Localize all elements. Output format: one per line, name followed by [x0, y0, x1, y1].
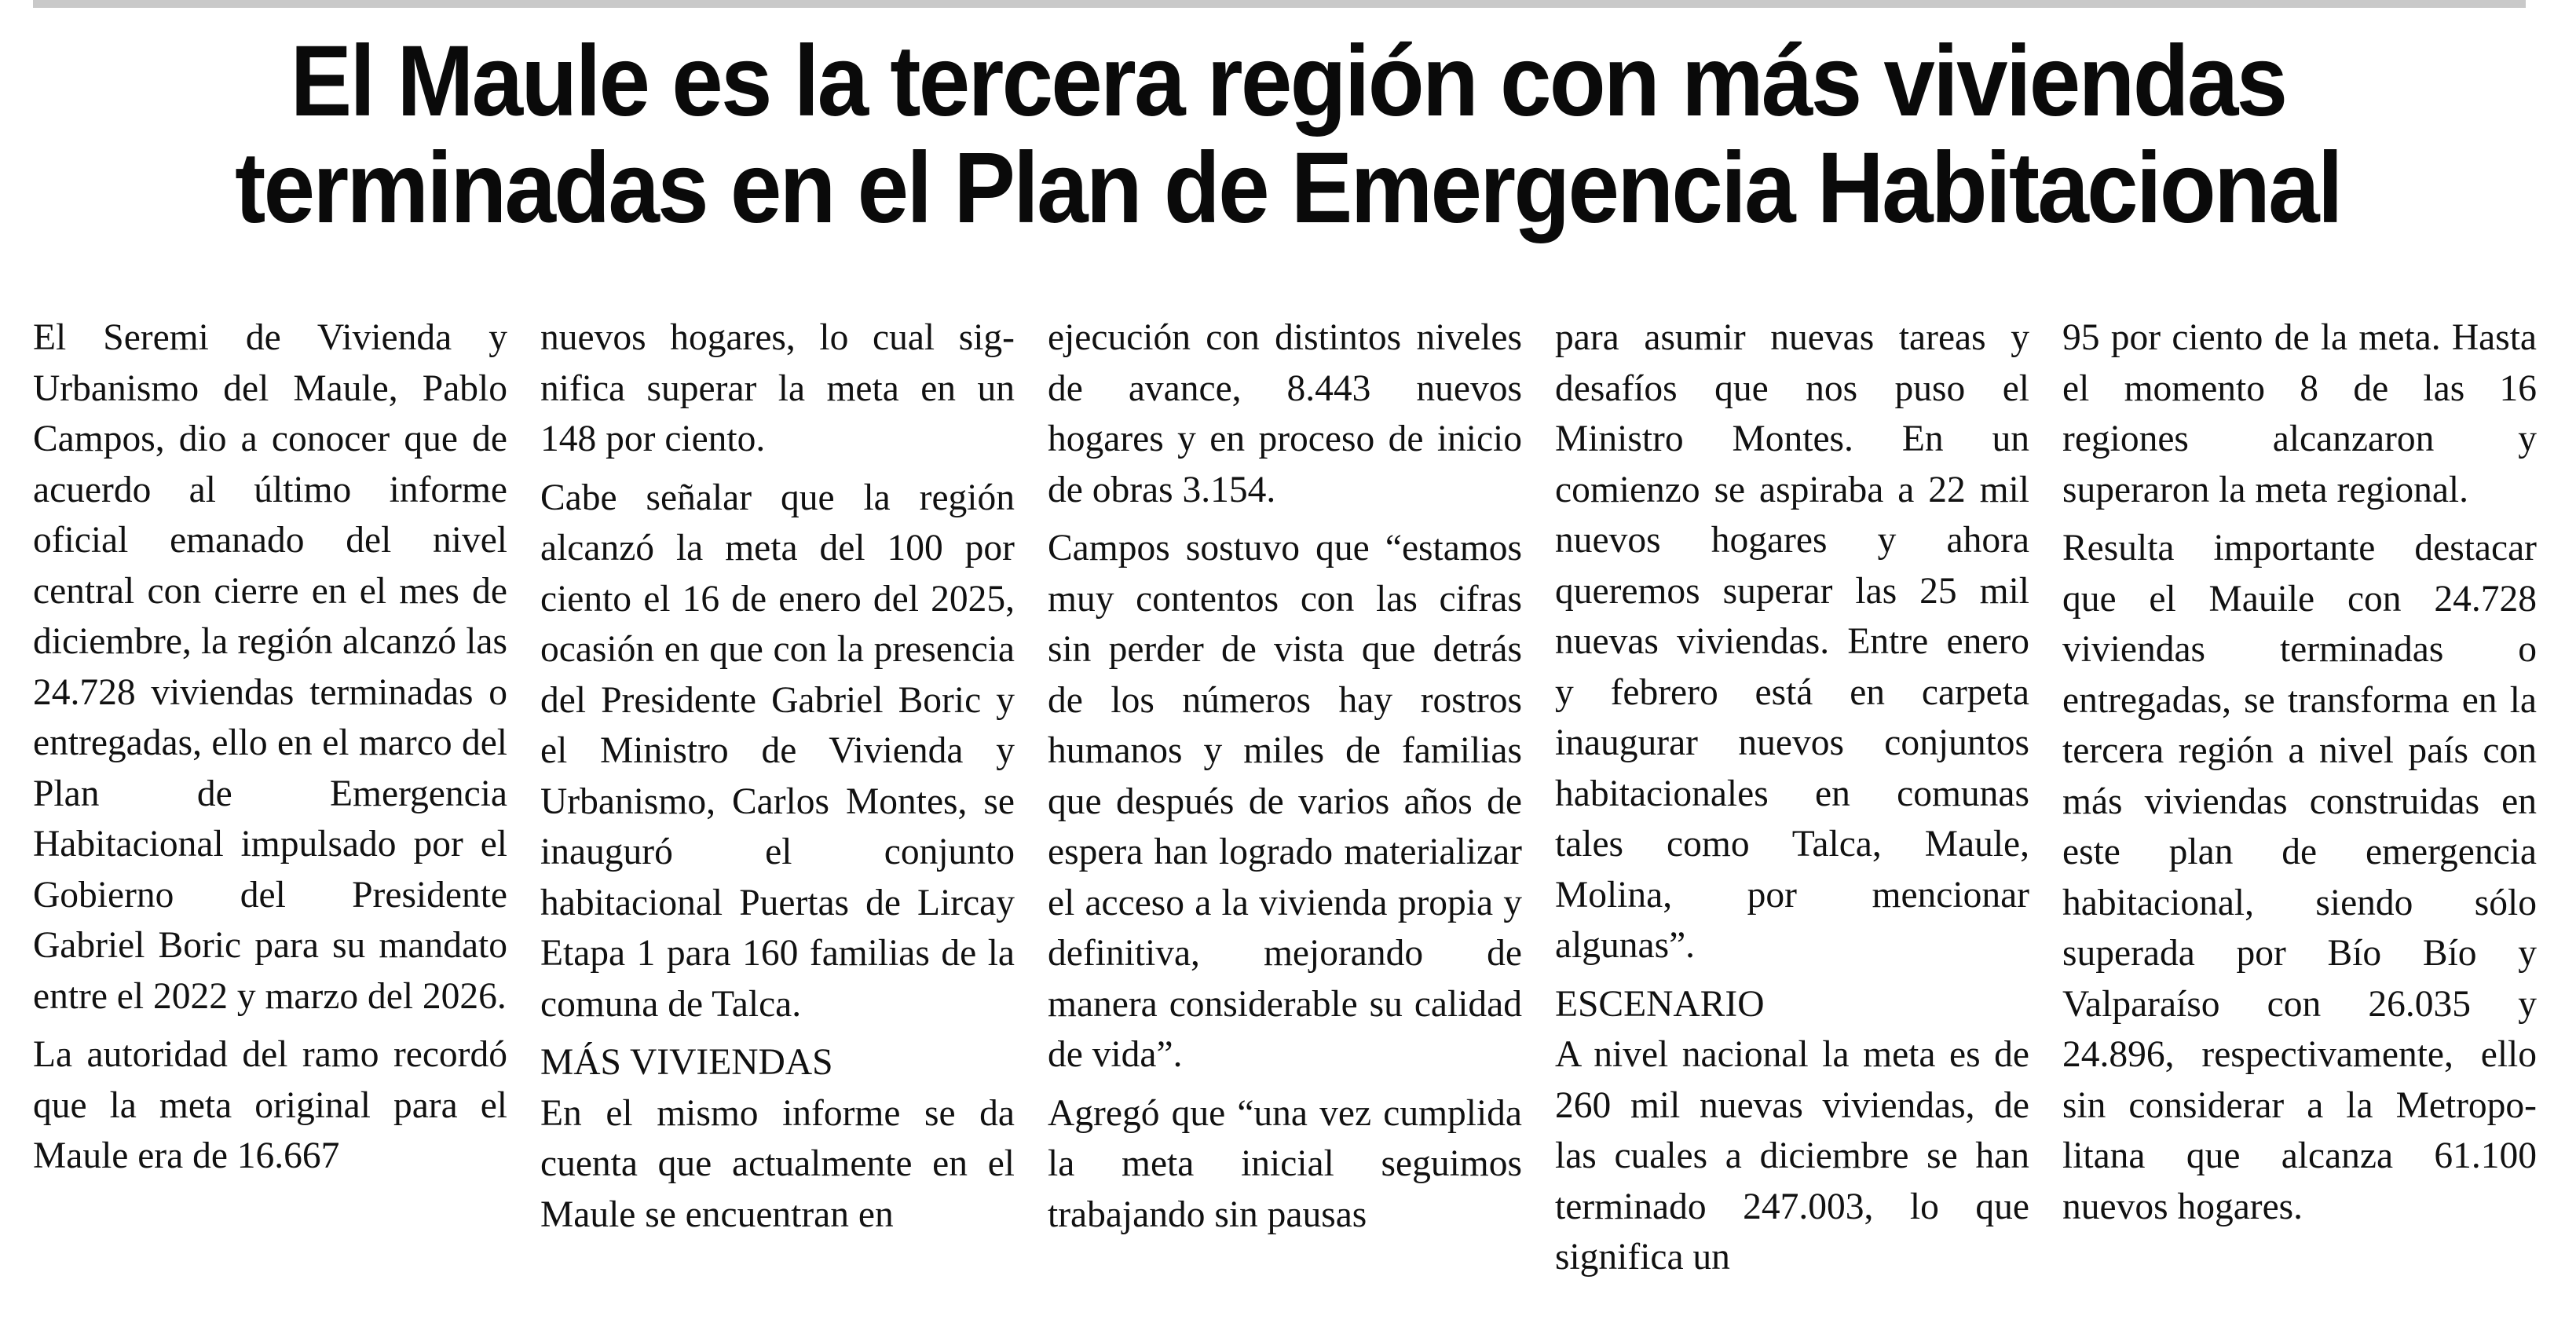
column-1 — [33, 313, 507, 1190]
paragraph: Campos sostuvo que “estamos muy contentos con las cifras sin perder de vista que detrás de los números hay rostros humanos y miles de familias que después de varios años de espera han logrado materializar el acceso a la vivienda propia y definitiva, mejorando de manera considerable su calidad de vida”. — [1048, 528, 1522, 1075]
paragraph: Agregó que “una vez cumplida la meta inicial seguimos trabajando sin pausas — [1048, 1092, 1522, 1235]
column-4 — [1555, 313, 2029, 1291]
paragraph: La autoridad del ramo recordó que la meta original para el Maule era de 16.667 — [33, 1034, 507, 1176]
headline-line-1: El Maule es la tercera región con más viviendas — [290, 25, 2286, 137]
headline-line-2: terminadas en el Plan de Emergencia Habitacional — [235, 132, 2341, 244]
paragraph: para asumir nuevas tareas y desafíos que nos puso el Ministro Montes. En un comienzo se aspiraba a 22 mil nuevos hogares y ahora queremos superar las 25 mil nuevas viviendas. Entre enero y febrero está en carpeta inaugurar nuevos conjuntos habitacionales en comunas tales como Talca, Maule, Molina, por mencionar algunas”. — [1555, 317, 2029, 966]
paragraph: nuevos hogares, lo cual significa superar la meta en un 148 por ciento. — [540, 317, 1015, 459]
paragraph: Resulta importante destacar que el Mauile con 24.728 viviendas terminadas o entregadas, se transforma en la tercera región a nivel país con más viviendas construidas en este plan de emergencia habitacional, siendo sólo superada por Bío Bío y Valparaíso con 26.035 y 24.896, respectivamente, ello sin considerar a la Metropolitana que alcanza 61.100 nuevos hogares. — [2062, 528, 2537, 1227]
column-3 — [1048, 313, 1522, 1248]
section-subhead: MÁS VIVIENDAS — [540, 1042, 833, 1083]
paragraph: Cabe señalar que la región alcanzó la meta del 100 por ciento el 16 de enero del 2025, ocasión en que con la presencia del Presidente Gabriel Boric y el Ministro de Vivienda y Urbanismo, Carlos Montes, se inauguró el conjunto habitacional Puertas de Lircay Etapa 1 para 160 familias de la comuna de Talca. — [540, 477, 1015, 1025]
paragraph: 95 por ciento de la meta. Hasta el momento 8 de las 16 regiones alcanzaron y superaron la meta regional. — [2062, 317, 2537, 510]
paragraph: A nivel nacional la meta es de 260 mil nuevas viviendas, de las cuales a diciembre se han terminado 247.003, lo que significa un — [1555, 1034, 2029, 1278]
article-body — [33, 313, 2543, 1318]
paragraph: ejecución con distintos niveles de avance, 8.443 nuevos hogares y en proceso de inicio de obras 3.154. — [1048, 317, 1522, 510]
column-2 — [540, 313, 1015, 1248]
top-rule — [33, 0, 2526, 8]
section-subhead: ESCENARIO — [1555, 983, 1765, 1025]
paragraph: En el mismo informe se da cuenta que actualmente en el Maule se encuentran en — [540, 1092, 1015, 1235]
paragraph: El Seremi de Vivienda y Urbanismo del Maule, Pablo Campos, dio a conocer que de acuerdo al último informe oficial emanado del nivel central con cierre en el mes de diciembre, la región alcanzó las 24.728 viviendas terminadas o entregadas, ello en el marco del Plan de Emergencia Habitacional impulsado por el Gobierno del Presidente Gabriel Boric para su mandato entre el 2022 y marzo del 2026. — [33, 317, 507, 1017]
column-5 — [2062, 313, 2537, 1240]
headline — [103, 25, 2473, 244]
